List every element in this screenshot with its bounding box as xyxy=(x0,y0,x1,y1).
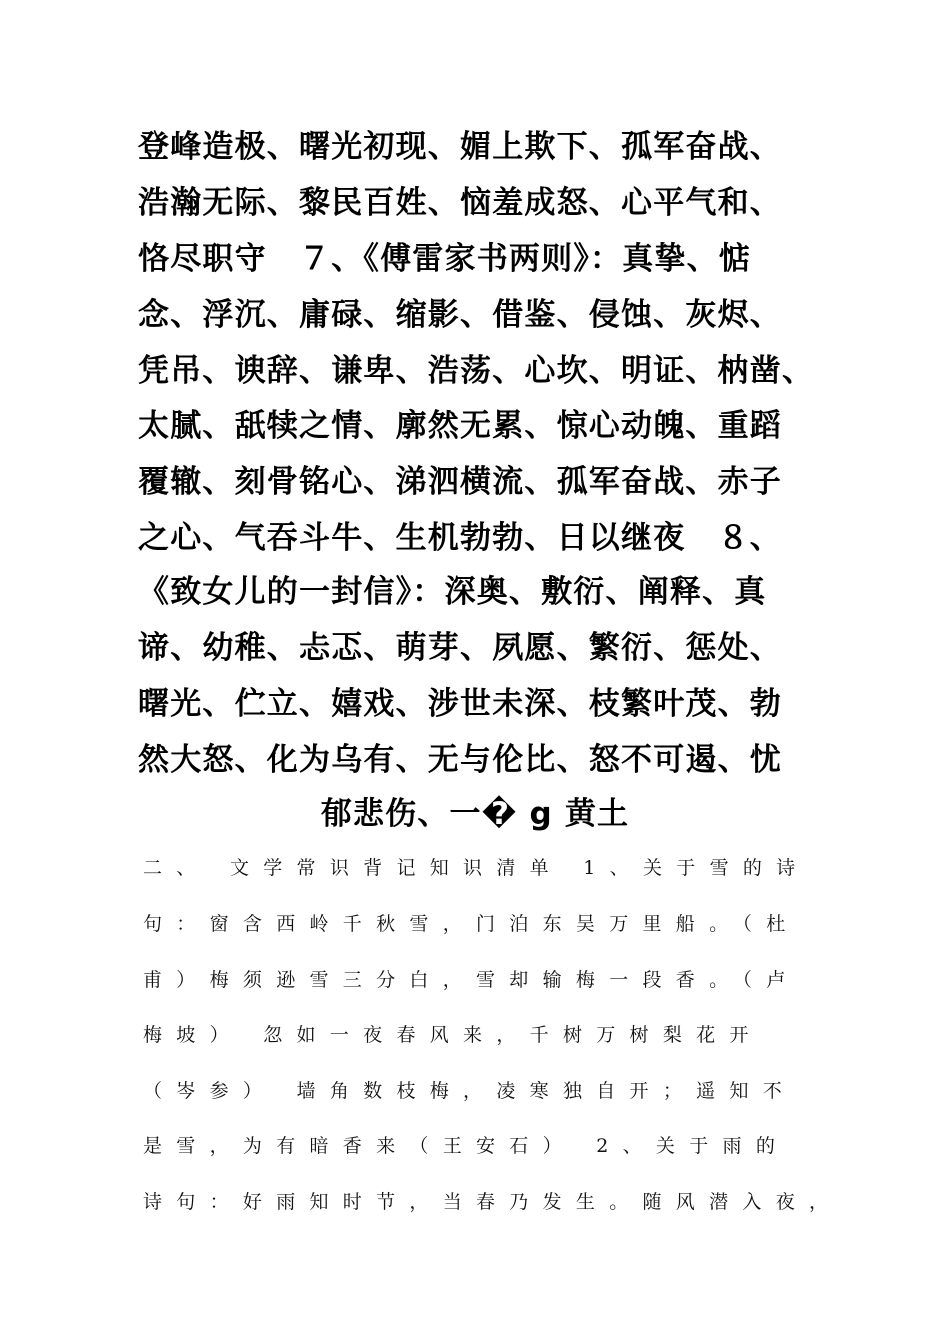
list-line-6: 是雪，为有暗香来（王安石） 2、关于雨的 xyxy=(143,1135,790,1157)
body-line-last: 郁悲伤、一� g 黄土 xyxy=(320,796,630,832)
list-line-1: 二、 文学常识背记知识清单 1、关于雪的诗 xyxy=(143,857,810,879)
body-line-9: 《致女儿的一封信》：深奥、敷衍、阐释、真 xyxy=(138,574,767,610)
list-line-4: 梅坡） 忽如一夜春风来，千树万树梨花开 xyxy=(143,1024,763,1046)
body-line-11: 曙光、伫立、嬉戏、涉世未深、枝繁叶茂、勃 xyxy=(138,686,782,722)
body-line-3: 恪尽职守 ７、《傅雷家书两则》：真挚、惦 xyxy=(138,241,751,277)
body-line-12: 然大怒、化为乌有、无与伦比、怒不可遏、忧 xyxy=(138,742,782,778)
body-line-6: 太腻、舐犊之情、廓然无累、惊心动魄、重蹈 xyxy=(138,408,782,444)
list-line-5: （岑参） 墙角数枝梅，凌寒独自开；遥知不 xyxy=(143,1080,797,1102)
body-line-10: 谛、幼稚、忐忑、萌芽、夙愿、繁衍、惩处、 xyxy=(138,630,782,666)
list-line-7: 诗句：好雨知时节，当春乃发生。随风潜入夜， xyxy=(143,1191,843,1213)
body-line-7: 覆辙、刻骨铭心、涕泗横流、孤军奋战、赤子 xyxy=(138,464,782,500)
body-line-8: 之心、气吞斗牛、生机勃勃、日以继夜 ８、 xyxy=(138,520,782,556)
body-line-5: 凭吊、谀辞、谦卑、浩荡、心坎、明证、枘凿、 xyxy=(138,353,815,389)
list-line-2: 句：窗含西岭千秋雪，门泊东吴万里船。（杜 xyxy=(143,913,800,935)
body-line-4: 念、浮沉、庸碌、缩影、借鉴、侵蚀、灰烬、 xyxy=(138,297,782,333)
body-line-2: 浩瀚无际、黎民百姓、恼羞成怒、心平气和、 xyxy=(138,185,782,221)
list-line-3: 甫）梅须逊雪三分白，雪却输梅一段香。（卢 xyxy=(143,969,800,991)
body-line-1: 登峰造极、曙光初现、媚上欺下、孤军奋战、 xyxy=(138,129,782,165)
